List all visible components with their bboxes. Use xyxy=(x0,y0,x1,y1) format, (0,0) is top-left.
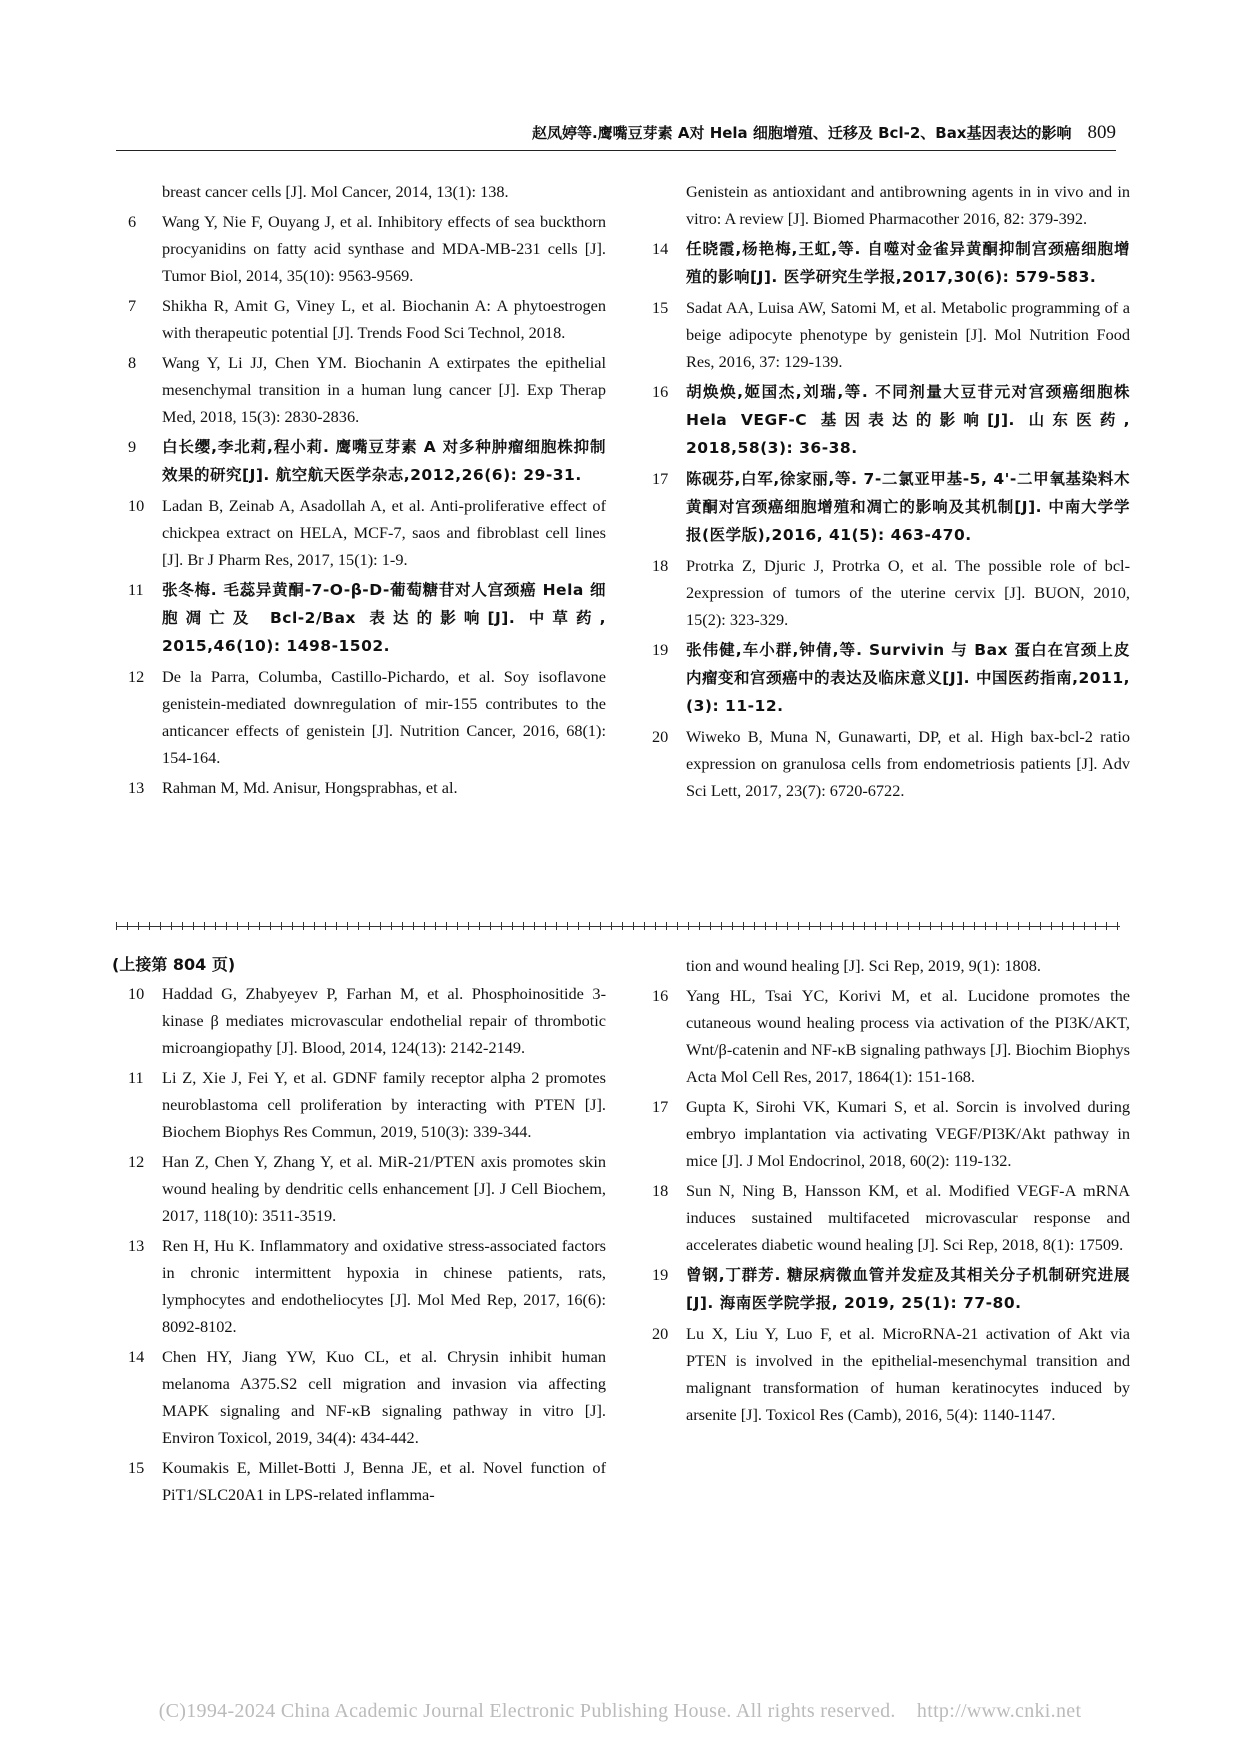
reference-entry xyxy=(640,294,1130,375)
reference-number: 14 xyxy=(128,1347,145,1366)
reference-entry xyxy=(116,433,606,489)
reference-text: Yang HL, Tsai YC, Korivi M, et al. Lucidone promotes the cutaneous wound healing process via activation of the PI3K/AKT, Wnt/β-catenin and NF-κB signaling pathways [J]. Biochim Biophys Acta Mol Cell Res, 2017, 1864(1): 151-168. xyxy=(686,986,1130,1086)
reference-text: 胡焕焕,姬国杰,刘瑞,等. 不同剂量大豆苷元对宫颈癌细胞株 Hela VEGF-C 基因表达的影响[J]. 山东医药, 2018,58(3): 36-38. xyxy=(686,383,1130,457)
reference-text: Chen HY, Jiang YW, Kuo CL, et al. Chrysin inhibit human melanoma A375.S2 cell migration and invasion via affecting MAPK signaling and NF-κB signaling pathway in vitro [J]. Environ Toxicol, 2019, 34(4): 434-442. xyxy=(162,1347,606,1447)
reference-number: 15 xyxy=(128,1458,145,1477)
reference-text: Wang Y, Nie F, Ouyang J, et al. Inhibitory effects of sea buckthorn procyanidins on fatty acid synthase and MDA-MB-231 cells [J]. Tumor Biol, 2014, 35(10): 9563-9569. xyxy=(162,212,606,285)
reference-entry xyxy=(640,552,1130,633)
reference-number: 15 xyxy=(652,298,669,317)
reference-text: tion and wound healing [J]. Sci Rep, 2019, 9(1): 1808. xyxy=(686,956,1041,975)
reference-number: 17 xyxy=(652,1097,669,1116)
reference-entry xyxy=(640,178,1130,232)
references-top-right-column xyxy=(640,178,1130,807)
reference-entry xyxy=(640,636,1130,720)
reference-entry xyxy=(116,663,606,771)
reference-number: 19 xyxy=(652,640,669,659)
reference-text: Rahman M, Md. Anisur, Hongsprabhas, et al. xyxy=(162,778,458,797)
page-number: 809 xyxy=(1087,122,1116,143)
reference-text: Koumakis E, Millet-Botti J, Benna JE, et al. Novel function of PiT1/SLC20A1 in LPS-related inflamma- xyxy=(162,1458,606,1504)
reference-number: 20 xyxy=(652,727,669,746)
running-title: 赵凤婷等.鹰嘴豆芽素 A对 Hela 细胞增殖、迁移及 Bcl-2、Bax基因表达的影响 xyxy=(531,124,1072,142)
reference-number: 17 xyxy=(652,469,669,488)
reference-number: 20 xyxy=(652,1324,669,1343)
reference-entry xyxy=(116,980,606,1061)
reference-number: 16 xyxy=(652,986,669,1005)
reference-entry xyxy=(640,723,1130,804)
reference-text: Wiweko B, Muna N, Gunawarti, DP, et al. High bax-bcl-2 ratio expression on granulosa cells from endometriosis patients [J]. Adv Sci Lett, 2017, 23(7): 6720-6722. xyxy=(686,727,1130,800)
reference-entry xyxy=(640,952,1130,979)
reference-text: breast cancer cells [J]. Mol Cancer, 2014, 13(1): 138. xyxy=(162,182,509,201)
reference-text: Haddad G, Zhabyeyev P, Farhan M, et al. Phosphoinositide 3-kinase β mediates microvascular endothelial repair of thrombotic microangiopathy [J]. Blood, 2014, 124(13): 2142-2149. xyxy=(162,984,606,1057)
reference-number: 14 xyxy=(652,239,669,258)
reference-entry xyxy=(116,774,606,801)
reference-text: Wang Y, Li JJ, Chen YM. Biochanin A extirpates the epithelial mesenchymal transition in a human lung cancer [J]. Exp Therap Med, 2018, 15(3): 2830-2836. xyxy=(162,353,606,426)
reference-entry xyxy=(640,1261,1130,1317)
reference-entry xyxy=(116,1343,606,1451)
reference-text: Genistein as antioxidant and antibrowning agents in in vivo and in vitro: A review [J]. Biomed Pharmacother 2016, 82: 379-392. xyxy=(686,182,1130,228)
reference-number: 8 xyxy=(128,353,137,372)
reference-number: 11 xyxy=(128,1068,144,1087)
running-header xyxy=(116,120,1116,151)
continued-from-label: (上接第 804 页) xyxy=(112,955,236,974)
reference-text: Gupta K, Sirohi VK, Kumari S, et al. Sorcin is involved during embryo implantation via activating VEGF/PI3K/Akt pathway in mice [J]. J Mol Endocrinol, 2018, 60(2): 119-132. xyxy=(686,1097,1130,1170)
reference-number: 13 xyxy=(128,1236,145,1255)
reference-text: Ladan B, Zeinab A, Asadollah A, et al. Anti-proliferative effect of chickpea extract on HELA, MCF-7, saos and fibroblast cell lines [J]. Br J Pharm Res, 2017, 15(1): 1-9. xyxy=(162,496,606,569)
reference-entry xyxy=(116,492,606,573)
reference-entry xyxy=(116,576,606,660)
reference-text: 任晓霞,杨艳梅,王虹,等. 自噬对金雀异黄酮抑制宫颈癌细胞增殖的影响[J]. 医学研究生学报,2017,30(6): 579-583. xyxy=(686,240,1130,286)
reference-text: Li Z, Xie J, Fei Y, et al. GDNF family receptor alpha 2 promotes neuroblastoma cell proliferation by interacting with PTEN [J]. Biochem Biophys Res Commun, 2019, 510(3): 339-344. xyxy=(162,1068,606,1141)
reference-text: Shikha R, Amit G, Viney L, et al. Biochanin A: A phytoestrogen with therapeutic potential [J]. Trends Food Sci Technol, 2018. xyxy=(162,296,606,342)
reference-number: 16 xyxy=(652,382,669,401)
reference-text: Ren H, Hu K. Inflammatory and oxidative stress-associated factors in chronic intermittent hypoxia in chinese patients, rats, lymphocytes and endotheliocytes [J]. Mol Med Rep, 2017, 16(6): 8092-8102. xyxy=(162,1236,606,1336)
reference-entry xyxy=(116,1232,606,1340)
references-bottom-left-column xyxy=(116,980,606,1511)
reference-number: 11 xyxy=(128,580,144,599)
reference-number: 7 xyxy=(128,296,137,315)
references-top-left-column xyxy=(116,178,606,804)
reference-number: 13 xyxy=(128,778,145,797)
reference-entry xyxy=(116,178,606,205)
reference-text: Protrka Z, Djuric J, Protrka O, et al. The possible role of bcl-2expression of tumors of the uterine cervix [J]. BUON, 2010, 15(2): 323-329. xyxy=(686,556,1130,629)
reference-text: 张伟健,车小群,钟倩,等. Survivin 与 Bax 蛋白在宫颈上皮内瘤变和宫颈癌中的表达及临床意义[J]. 中国医药指南,2011,(3): 11-12. xyxy=(686,641,1130,715)
reference-entry xyxy=(116,1064,606,1145)
reference-number: 18 xyxy=(652,1181,669,1200)
reference-text: Sadat AA, Luisa AW, Satomi M, et al. Metabolic programming of a beige adipocyte phenotype by genistein [J]. Mol Nutrition Food Res, 2016, 37: 129-139. xyxy=(686,298,1130,371)
reference-entry xyxy=(640,465,1130,549)
section-divider xyxy=(116,922,1120,930)
reference-text: Sun N, Ning B, Hansson KM, et al. Modified VEGF-A mRNA induces sustained multifaceted microvascular response and accelerates diabetic wound healing [J]. Sci Rep, 2018, 8(1): 17509. xyxy=(686,1181,1130,1254)
reference-text: 白长缨,李北莉,程小莉. 鹰嘴豆芽素 A 对多种肿瘤细胞株抑制效果的研究[J]. 航空航天医学杂志,2012,26(6): 29-31. xyxy=(162,438,606,484)
reference-entry xyxy=(640,378,1130,462)
reference-entry xyxy=(640,982,1130,1090)
reference-entry xyxy=(640,1177,1130,1258)
reference-number: 10 xyxy=(128,496,145,515)
reference-entry xyxy=(116,1148,606,1229)
reference-text: 陈砚芬,白军,徐家丽,等. 7-二氯亚甲基-5, 4'-二甲氧基染料木黄酮对宫颈癌细胞增殖和凋亡的影响及其机制[J]. 中南大学学报(医学版),2016, 41(5): 463-470. xyxy=(686,470,1130,544)
reference-entry xyxy=(640,1093,1130,1174)
reference-text: Lu X, Liu Y, Luo F, et al. MicroRNA-21 activation of Akt via PTEN is involved in the epithelial-mesenchymal transition and malignant transformation of human keratinocytes induced by arsenite [J]. Toxicol Res (Camb), 2016, 5(4): 1140-1147. xyxy=(686,1324,1130,1424)
reference-entry xyxy=(116,349,606,430)
reference-text: De la Parra, Columba, Castillo-Pichardo, et al. Soy isoflavone genistein-mediated downregulation of mir-155 contributes to the anticancer effects of genistein [J]. Nutrition Cancer, 2016, 68(1): 154-164. xyxy=(162,667,606,767)
reference-entry xyxy=(640,1320,1130,1428)
reference-entry xyxy=(116,1454,606,1508)
reference-number: 10 xyxy=(128,984,145,1003)
reference-number: 19 xyxy=(652,1265,669,1284)
reference-number: 6 xyxy=(128,212,137,231)
reference-number: 12 xyxy=(128,667,145,686)
copyright-footer: (C)1994-2024 China Academic Journal Electronic Publishing House. All rights reserved. http://www.cnki.net xyxy=(158,1700,1082,1722)
reference-text: 曾钢,丁群芳. 糖尿病微血管并发症及其相关分子机制研究进展[J]. 海南医学院学报, 2019, 25(1): 77-80. xyxy=(686,1266,1130,1312)
reference-entry xyxy=(116,292,606,346)
reference-number: 12 xyxy=(128,1152,145,1171)
reference-number: 9 xyxy=(128,437,137,456)
reference-entry xyxy=(640,235,1130,291)
reference-number: 18 xyxy=(652,556,669,575)
reference-entry xyxy=(116,208,606,289)
reference-text: Han Z, Chen Y, Zhang Y, et al. MiR-21/PTEN axis promotes skin wound healing by dendritic cells enhancement [J]. J Cell Biochem, 2017, 118(10): 3511-3519. xyxy=(162,1152,606,1225)
references-bottom-right-column xyxy=(640,952,1130,1431)
reference-text: 张冬梅. 毛蕊异黄酮-7-O-β-D-葡萄糖苷对人宫颈癌 Hela 细胞凋亡及 Bcl-2/Bax 表达的影响[J]. 中草药, 2015,46(10): 1498-1502. xyxy=(162,581,606,655)
